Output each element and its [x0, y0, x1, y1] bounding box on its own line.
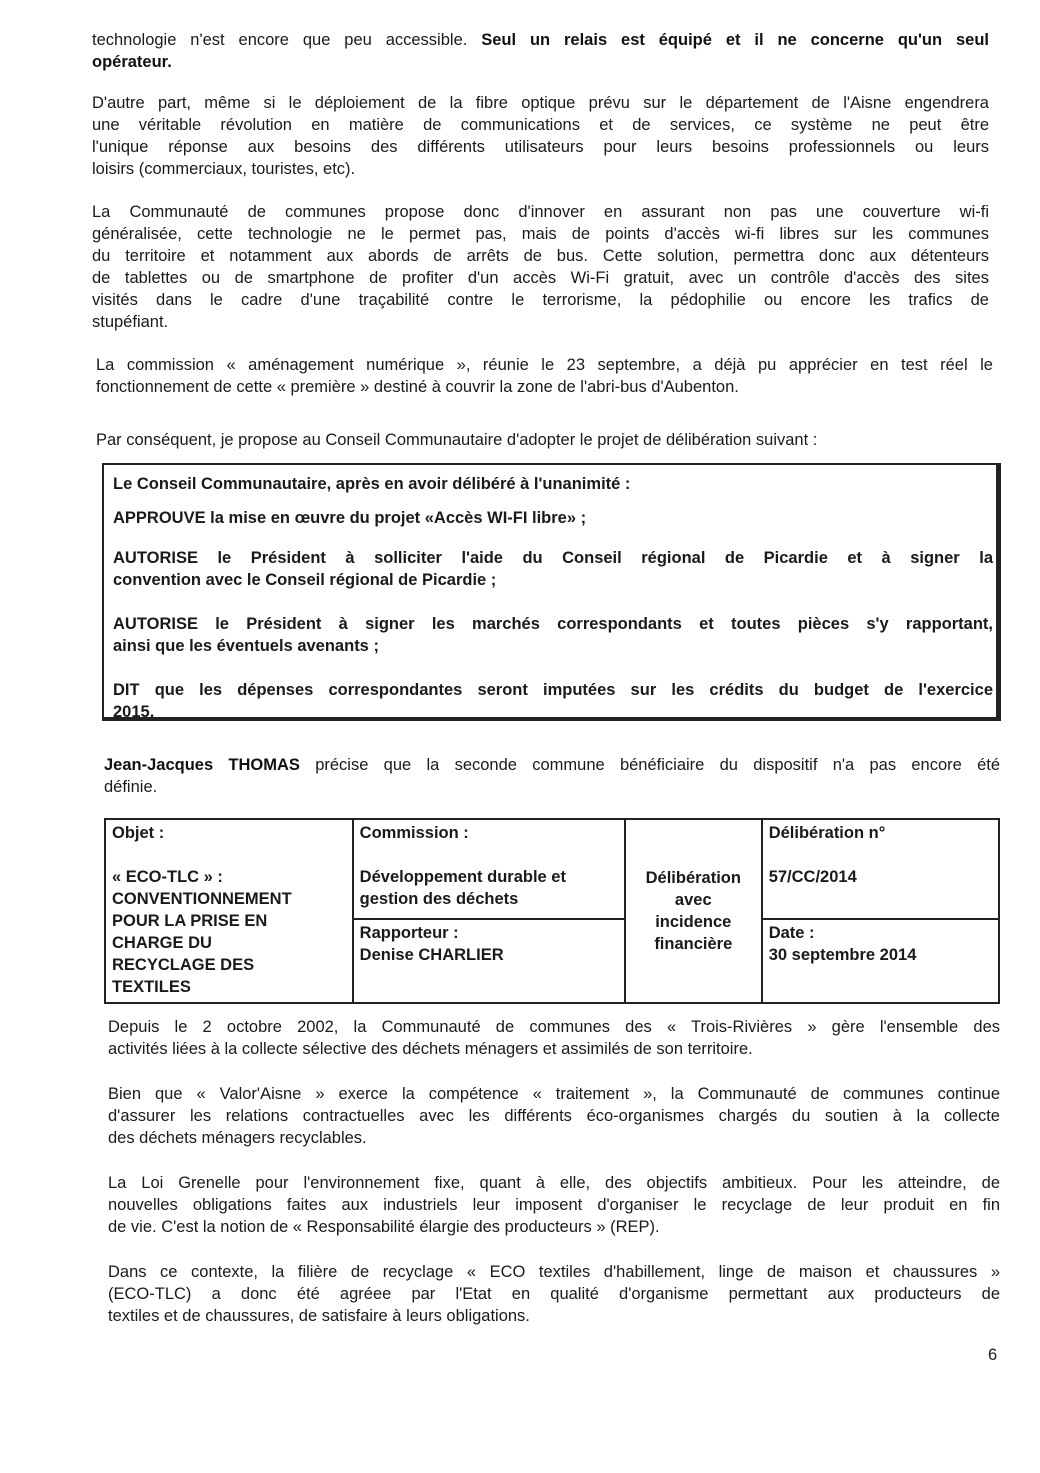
date-value: 30 septembre 2014	[768, 946, 917, 964]
text-line: d'assurer les relations contractuelles avec les différents éco-organismes chargés du soutien à la collecte	[108, 1107, 1000, 1125]
text-line: La Communauté de communes propose donc d'innover en assurant non pas une couverture wi-fi	[92, 203, 989, 221]
text-line: D'autre part, même si le déploiement de la fibre optique prévu sur le département de l'Aisne engendrera	[92, 94, 989, 112]
paragraph-commission	[96, 354, 993, 398]
date-cell	[762, 919, 999, 1003]
deliberation-number: 57/CC/2014	[768, 868, 857, 886]
paragraph-grenelle	[108, 1172, 1000, 1238]
text-line: activités liées à la collecte sélective des déchets ménagers et assimilés de son territoire.	[108, 1040, 753, 1058]
deliberation-authorize-aid: AUTORISE le Président à solliciter l'aide du Conseil régional de Picardie et à signer la convention avec le Conseil régional de Picardie ;	[113, 549, 993, 589]
text-line: l'unique réponse aux besoins des différents utilisateurs pour leurs besoins professionnels ou leurs	[92, 138, 989, 156]
deliberation-label: Délibération n°	[768, 824, 886, 842]
text-line: de vie. C'est la notion de « Responsabilité élargie des producteurs » (REP).	[108, 1218, 660, 1236]
text-line: fonctionnement de cette « première » destiné à couvrir la zone de l'abri-bus d'Aubenton.	[96, 378, 739, 396]
paragraph-eco-tlc	[108, 1261, 1000, 1327]
text-line: La Loi Grenelle pour l'environnement fixe, quant à elle, des objectifs ambitieux. Pour les atteindre, de	[108, 1174, 1000, 1192]
object-table	[104, 818, 1000, 1004]
paragraph-collecte	[108, 1016, 1000, 1060]
text-line: stupéfiant.	[92, 313, 169, 331]
objet-label: Objet :	[112, 824, 165, 842]
date-label: Date :	[768, 924, 815, 942]
text-line: du territoire et notamment aux abords de arrêts de bus. Cette solution, permettra donc aux détenteurs	[92, 247, 989, 265]
text-line: Dans ce contexte, la filière de recyclage « ECO textiles d'habillement, linge de maison et chaussures »	[108, 1263, 1000, 1281]
objet-cell: Objet : « ECO-TLC » : CONVENTIONNEMENT POUR LA PRISE EN CHARGE DU RECYCLAGE DES TEXTILES	[105, 819, 353, 1003]
text-line: Jean-Jacques THOMAS précise que la seconde commune bénéficiaire du dispositif n'a pas encore été	[104, 756, 1000, 774]
deliberation-box	[102, 463, 1001, 721]
commission-label: Commission :	[359, 824, 469, 842]
text-line: Depuis le 2 octobre 2002, la Communauté de communes des « Trois-Rivières » gère l'ensemble des	[108, 1018, 1000, 1036]
text-line: La commission « aménagement numérique », réunie le 23 septembre, a déjà pu apprécier en test réel le	[96, 356, 993, 374]
text-line: (ECO-TLC) a donc été agréee par l'Etat en qualité d'organisme permettant aux producteurs de	[108, 1285, 1000, 1303]
text-line: Bien que « Valor'Aisne » exerce la compétence « traitement », la Communauté de communes continue	[108, 1085, 1000, 1103]
rapporteur-label: Rapporteur :	[359, 924, 459, 942]
text-line: une véritable révolution en matière de communications et de services, ce système ne peut être	[92, 116, 989, 134]
deliberation-authorize-contracts: AUTORISE le Président à signer les marchés correspondants et toutes pièces s'y rapportant, ainsi que les éventuels avenants ;	[113, 615, 993, 655]
paragraph-proposal: Par conséquent, je propose au Conseil Communautaire d'adopter le projet de délibération suivant :	[96, 431, 818, 449]
text-line: définie.	[104, 778, 158, 796]
paragraph-remark	[104, 754, 1000, 798]
text-line: de tablettes ou de smartphone de profiter d'un accès Wi-Fi gratuit, avec un contrôle d'accès des sites	[92, 269, 989, 287]
text-line: nouvelles obligations faites aux industriels leur imposent d'organiser le recyclage de leur produit en fin	[108, 1196, 1000, 1214]
text-line: des déchets ménagers recyclables.	[108, 1129, 367, 1147]
text-line: textiles et de chaussures, de satisfaire à leurs obligations.	[108, 1307, 530, 1325]
deliberation-budget: DIT que les dépenses correspondantes seront imputées sur les crédits du budget de l'exercice 2015.	[113, 681, 993, 721]
text-line: technologie n'est encore que peu accessible. Seul un relais est équipé et il ne concerne qu'un seul	[92, 31, 989, 49]
rapporteur-cell	[353, 919, 625, 1003]
deliberation-number-cell	[762, 819, 999, 919]
paragraph-wifi-proposal	[92, 201, 989, 333]
text-line: opérateur.	[92, 53, 172, 71]
text-line: loisirs (commerciaux, touristes, etc).	[92, 160, 356, 178]
paragraph-valoraisne	[108, 1083, 1000, 1149]
rapporteur-name: Denise CHARLIER	[359, 946, 504, 964]
deliberation-intro: Le Conseil Communautaire, après en avoir délibéré à l'unanimité :	[113, 475, 631, 493]
paragraph-relay	[92, 29, 989, 73]
text-line: visités dans le cadre d'une traçabilité contre le terrorisme, la pédophilie ou encore les trafics de	[92, 291, 989, 309]
incidence-cell: Délibération avec incidence financière	[625, 819, 762, 1003]
page-number: 6	[988, 1346, 998, 1364]
text-line: généralisée, cette technologie ne le permet pas, mais de points d'accès wi-fi libres sur les communes	[92, 225, 989, 243]
deliberation-approve: APPROUVE la mise en œuvre du projet «Accès WI-FI libre» ;	[113, 509, 587, 527]
paragraph-fibre	[92, 92, 989, 180]
commission-cell: Commission : Développement durable et gestion des déchets	[353, 819, 625, 919]
